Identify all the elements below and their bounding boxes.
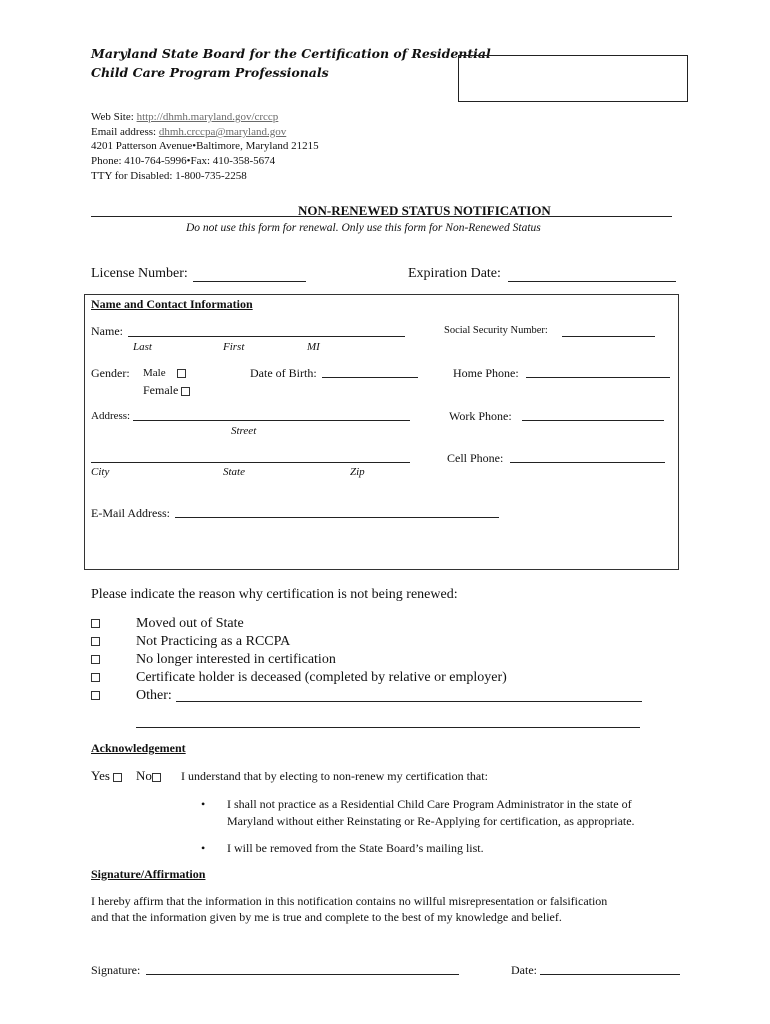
board-tty: TTY for Disabled: 1-800-735-2258 bbox=[91, 170, 247, 182]
signature-field[interactable] bbox=[146, 974, 459, 975]
website-label: Web Site: bbox=[91, 111, 137, 123]
street-caption: Street bbox=[231, 425, 257, 437]
name-last-caption: Last bbox=[133, 341, 152, 353]
ack-bullet1-line2: Maryland without either Reinstating or Re-Applying for certification, as appropriate. bbox=[227, 814, 635, 828]
female-label: Female bbox=[143, 383, 179, 397]
cell-phone-field[interactable] bbox=[510, 462, 665, 463]
reason-option-deceased[interactable] bbox=[91, 670, 507, 686]
gender-label: Gender: bbox=[91, 366, 130, 380]
expiration-date-label: Expiration Date: bbox=[408, 266, 501, 281]
no-checkbox[interactable] bbox=[152, 773, 161, 782]
city-caption: City bbox=[91, 466, 110, 478]
address-label: Address: bbox=[91, 410, 131, 422]
reason-option-not-interested[interactable] bbox=[91, 652, 336, 668]
yes-option[interactable] bbox=[91, 768, 122, 784]
checkbox[interactable] bbox=[91, 619, 100, 628]
email-row bbox=[91, 125, 286, 140]
date-label: Date: bbox=[511, 963, 537, 977]
home-phone-field[interactable] bbox=[526, 377, 670, 378]
contact-heading: Name and Contact Information bbox=[91, 297, 253, 311]
yes-checkbox[interactable] bbox=[113, 773, 122, 782]
reason-prompt: Please indicate the reason why certification is not being renewed: bbox=[91, 587, 458, 602]
ack-bullet2: I will be removed from the State Board’s mailing list. bbox=[227, 841, 484, 855]
license-number-field[interactable] bbox=[193, 281, 306, 282]
reason-option-moved[interactable] bbox=[91, 616, 244, 632]
acknowledgement-heading: Acknowledgement bbox=[91, 741, 186, 755]
reason-option-other[interactable] bbox=[91, 688, 172, 704]
gender-male-option[interactable] bbox=[143, 367, 186, 379]
bullet-icon: • bbox=[201, 797, 206, 811]
no-label: No bbox=[136, 768, 152, 783]
other-reason-field[interactable] bbox=[176, 701, 642, 702]
dob-label: Date of Birth: bbox=[250, 366, 317, 380]
city-state-zip-field[interactable] bbox=[91, 462, 410, 463]
form-title: NON-RENEWED STATUS NOTIFICATION bbox=[298, 203, 551, 218]
board-phone: Phone: 410-764-5996•Fax: 410-358-5674 bbox=[91, 155, 276, 167]
expiration-date-field[interactable] bbox=[508, 281, 676, 282]
checkbox[interactable] bbox=[91, 691, 100, 700]
zip-caption: Zip bbox=[350, 466, 365, 478]
form-subtitle: Do not use this form for renewal. Only use this form for Non-Renewed Status bbox=[186, 222, 541, 234]
license-number-label: License Number: bbox=[91, 266, 188, 281]
checkbox[interactable] bbox=[91, 655, 100, 664]
board-title-line2: Child Care Program Professionals bbox=[91, 65, 329, 80]
street-field[interactable] bbox=[133, 420, 410, 421]
female-checkbox[interactable] bbox=[181, 387, 190, 396]
work-phone-field[interactable] bbox=[522, 420, 664, 421]
yes-label: Yes bbox=[91, 768, 110, 783]
email-label: Email address: bbox=[91, 126, 159, 138]
work-phone-label: Work Phone: bbox=[449, 409, 512, 423]
reason-label: Other: bbox=[136, 688, 172, 703]
name-mi-caption: MI bbox=[307, 341, 320, 353]
board-title-line1: Maryland State Board for the Certification of Residential bbox=[91, 46, 491, 61]
checkbox[interactable] bbox=[91, 673, 100, 682]
male-checkbox[interactable] bbox=[177, 369, 186, 378]
bullet-icon: • bbox=[201, 841, 206, 855]
signature-heading: Signature/Affirmation bbox=[91, 867, 206, 881]
contact-email-label: E-Mail Address: bbox=[91, 506, 170, 520]
website-link[interactable]: http://dhmh.maryland.gov/crccp bbox=[136, 111, 279, 123]
state-caption: State bbox=[223, 466, 245, 478]
reason-label: Moved out of State bbox=[136, 616, 244, 631]
affirm-line1: I hereby affirm that the information in this notification contains no willful misrepresentation or falsification bbox=[91, 894, 608, 908]
office-use-box bbox=[458, 55, 688, 102]
signature-label: Signature: bbox=[91, 963, 141, 977]
reason-label: Certificate holder is deceased (completed by relative or employer) bbox=[136, 670, 507, 685]
affirm-line2: and that the information given by me is true and complete to the best of my knowledge and belief. bbox=[91, 910, 562, 924]
ssn-label: Social Security Number: bbox=[444, 325, 548, 336]
reason-label: Not Practicing as a RCCPA bbox=[136, 634, 291, 649]
name-label: Name: bbox=[91, 324, 123, 338]
board-address: 4201 Patterson Avenue•Baltimore, Maryland 21215 bbox=[91, 140, 319, 152]
checkbox[interactable] bbox=[91, 637, 100, 646]
name-field[interactable] bbox=[128, 336, 405, 337]
dob-field[interactable] bbox=[322, 377, 418, 378]
ack-bullet1-line1: I shall not practice as a Residential Child Care Program Administrator in the state of bbox=[227, 797, 632, 811]
other-reason-field-line2[interactable] bbox=[136, 727, 640, 728]
email-link[interactable]: dhmh.crccpa@maryland.gov bbox=[158, 126, 287, 138]
date-field[interactable] bbox=[540, 974, 680, 975]
reason-option-not-practicing[interactable] bbox=[91, 634, 291, 650]
ack-statement: I understand that by electing to non-renew my certification that: bbox=[181, 769, 488, 783]
cell-phone-label: Cell Phone: bbox=[447, 451, 504, 465]
name-first-caption: First bbox=[223, 341, 245, 353]
website-row bbox=[91, 110, 278, 125]
contact-email-field[interactable] bbox=[175, 517, 499, 518]
reason-label: No longer interested in certification bbox=[136, 652, 336, 667]
home-phone-label: Home Phone: bbox=[453, 366, 519, 380]
male-label: Male bbox=[143, 367, 166, 379]
ssn-field[interactable] bbox=[562, 336, 655, 337]
gender-female-option[interactable] bbox=[143, 383, 190, 398]
no-option[interactable] bbox=[136, 768, 161, 784]
